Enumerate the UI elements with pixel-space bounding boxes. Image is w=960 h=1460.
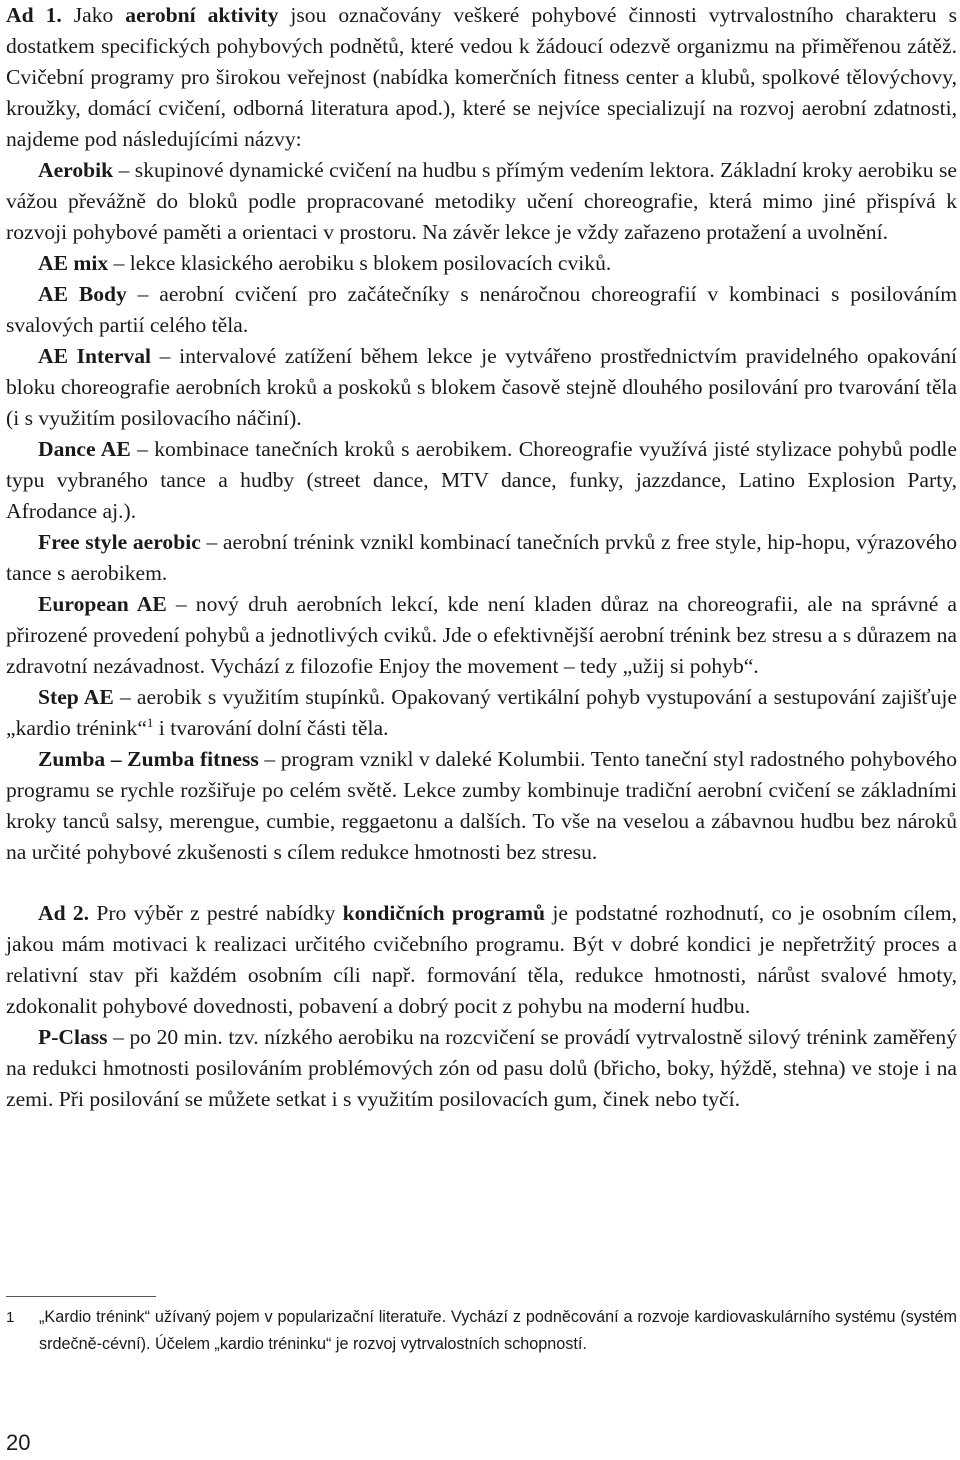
paragraph [6, 527, 957, 589]
footnote-mark: 1 [6, 1309, 15, 1326]
text-run: Pro výběr z pestré nabídky [89, 901, 343, 925]
bold-term: Step AE [38, 685, 114, 709]
text-run: – skupinové dynamické cvičení na hudbu s přímým vedením lektora. Základní kroky aerobiku se vážou převážně do bloků podle propracované metodiky učení choreografie, která mimo jiné přispívá k rozvoji pohybové paměti a orientaci v prostoru. Na závěr lekce je vždy zařazeno protažení a uvolnění. [6, 158, 957, 244]
paragraph [6, 589, 957, 682]
paragraph [6, 0, 957, 155]
text-run: – aerobik s využitím stupínků. Opakovaný vertikální pohyb vystupování a sestupování zajišťuje „kardio trénink“ [6, 685, 957, 740]
footnote-reference: 1 [146, 714, 154, 730]
footnote-divider [6, 1296, 156, 1297]
paragraph [6, 341, 957, 434]
footnote [6, 1304, 957, 1358]
bold-term: European AE [38, 592, 167, 616]
paragraph [6, 898, 957, 1022]
paragraph [6, 682, 957, 744]
text-run: – aerobní cvičení pro začátečníky s nenáročnou choreografií v kombinaci s posilováním svalových partií celého těla. [6, 282, 957, 337]
text-run: – intervalové zatížení během lekce je vytvářeno prostřednictvím pravidelného opakování bloku choreografie aerobních kroků a poskoků s blokem časově stejně dlouhého posilování pro tvarování těla (i s využitím posilovacího náčiní). [6, 344, 957, 430]
paragraph [6, 434, 957, 527]
bold-term: Ad 1. [6, 3, 74, 27]
text-run: je podstatné rozhodnutí, co je osobním cílem, jakou mám motivaci k realizaci určitého cvičebního programu. Být v dobré kondici je nepřetržitý proces a relativní stav při každém osobním cíli např. formování těla, redukce hmotnosti, nárůst svalové hmoty, zdokonalit pohybové dovednosti, pobavení a dobrý pocit z pohybu na moderní hudbu. [6, 901, 957, 1018]
paragraph [6, 744, 957, 868]
bold-term: Dance AE [38, 437, 131, 461]
text-run: jsou označovány veškeré pohybové činnosti vytrvalostního charakteru s dostatkem specifických pohybových podnětů, které vedou k žádoucí odezvě organizmu na přiměřenou zátěž. Cvičební programy pro širokou veřejnost (nabídka komerčních fitness center a klubů, spolkové tělovýchovy, kroužky, domácí cvičení, odborná literatura apod.), které se nejvíce specializují na rozvoj aerobní zdatnosti, najdeme pod následujícími názvy: [6, 3, 957, 151]
paragraph [6, 155, 957, 248]
text-run: – lekce klasického aerobiku s blokem posilovacích cviků. [108, 251, 612, 275]
text-run: – kombinace tanečních kroků s aerobikem. Choreografie využívá jisté stylizace pohybů podle typu vybraného tance a hudby (street dance, MTV dance, funky, jazzdance, Latino Explosion Party, Afrodance aj.). [6, 437, 958, 523]
bold-term: AE Interval [38, 344, 152, 368]
bold-term: Zumba – Zumba fitness [38, 747, 259, 771]
bold-term: AE mix [38, 251, 109, 275]
text-run: – aerobní trénink vznikl kombinací tanečních prvků z free style, hip-hopu, výrazového tance s aerobikem. [6, 530, 958, 585]
bold-term: kondičních programů [342, 901, 546, 925]
bold-term: Free style aerobic [38, 530, 201, 554]
paragraph [6, 1022, 957, 1115]
bold-term: Ad 2. [38, 901, 90, 925]
text-run: – program vznikl v daleké Kolumbii. Tento taneční styl radostného pohybového programu se rychle rozšiřuje po celém světě. Lekce zumby kombinuje tradiční aerobní cvičení se základními kroky tanců salsy, merengue, cumbie, reggaetonu a dalších. To vše na veselou a zábavnou hudbu bez nároků na určité pohybové zkušenosti s cílem redukce hmotnosti bez stresu. [6, 747, 957, 864]
footnote-text: „Kardio trénink“ užívaný pojem v popularizační literatuře. Vychází z podněcování a rozvoje kardiovaskulárního systému (systém srdečně-cévní). Účelem „kardio tréninku“ je rozvoj vytrvalostních schopností. [39, 1308, 957, 1353]
page-body [6, 0, 957, 1115]
paragraph [6, 248, 957, 279]
bold-term: P-Class [38, 1025, 108, 1049]
text-run: Jako [73, 3, 126, 27]
bold-term: AE Body [38, 282, 127, 306]
text-run: i tvarování dolní části těla. [153, 716, 389, 740]
bold-term: aerobní aktivity [125, 3, 279, 27]
paragraph [6, 279, 957, 341]
page-number: 20 [6, 1430, 31, 1455]
text-run: – nový druh aerobních lekcí, kde není kladen důraz na choreografii, ale na správné a přirozené provedení pohybů a jednotlivých cviků. Jde o efektivnější aerobní trénink bez stresu a s důrazem na zdravotní nezávadnost. Vychází z filozofie Enjoy the movement – tedy „užij si pohyb“. [6, 592, 957, 678]
text-run: – po 20 min. tzv. nízkého aerobiku na rozcvičení se provádí vytrvalostně silový trénink zaměřený na redukci hmotnosti posilováním problémových zón od pasu dolů (břicho, boky, hýždě, stehna) ve stoje i na zemi. Při posilování se můžete setkat i s využitím posilovacích gum, činek nebo tyčí. [6, 1025, 957, 1111]
bold-term: Aerobik [38, 158, 114, 182]
